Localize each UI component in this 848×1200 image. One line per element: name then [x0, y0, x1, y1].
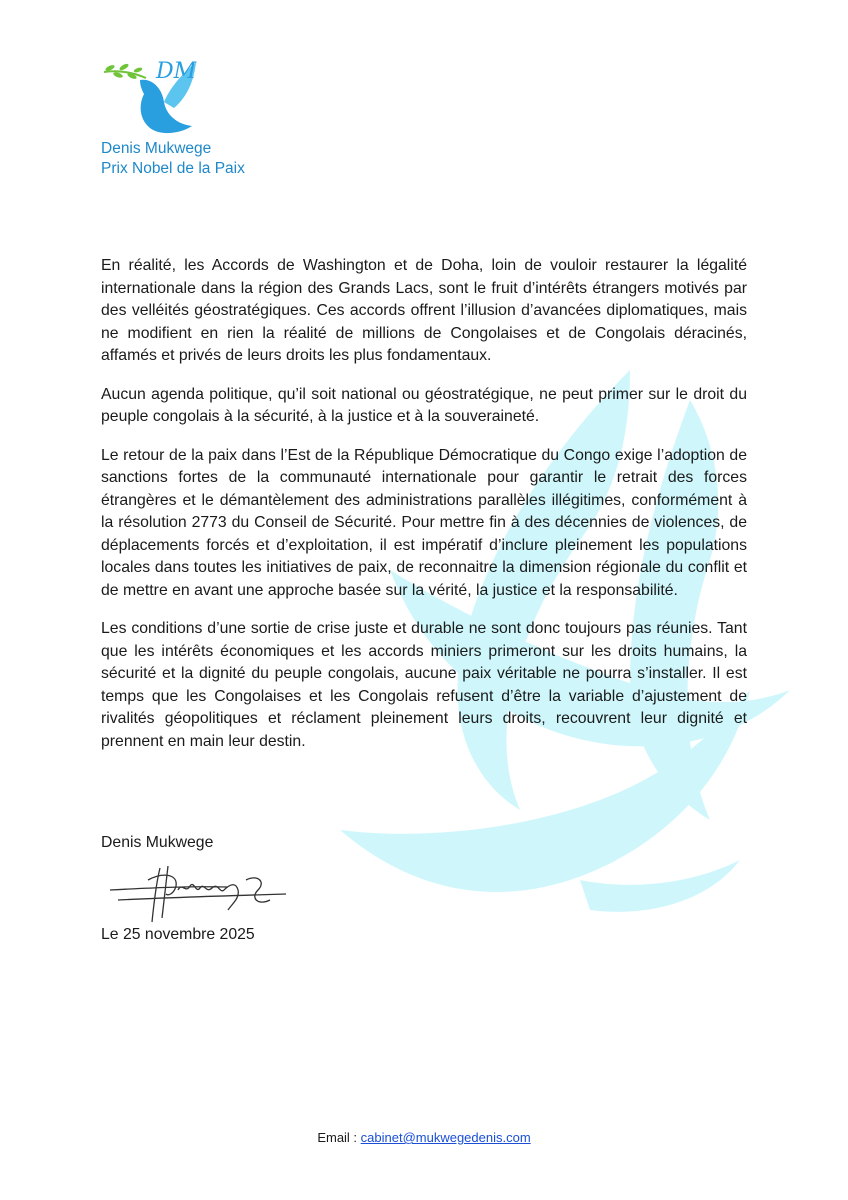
paragraph: Aucun agenda politique, qu’il soit national ou géostratégique, ne peut primer sur le droit du peuple congolais à la sécurité, à la justice et à la souveraineté. — [101, 385, 747, 425]
date-line: Le 25 novembre 2025 — [101, 926, 255, 943]
paragraph: Le retour de la paix dans l’Est de la République Démocratique du Congo exige l’adoption de sanctions fortes de la communauté internationale pour garantir le retrait des forces étrangères et le démantèlement des administrations parallèles illégitimes, conformément à la résolution 2773 du Conseil de Sécurité. Pour mettre fin à des décennies de violences, de déplacements forcés et d’exploitation, il est impératif d’inclure pleinement les populations locales dans toutes les initiatives de paix, de reconnaitre la dimension régionale du conflit et de mettre en avant une approche basée sur la vérité, la justice et la responsabilité. — [101, 446, 747, 599]
signature — [108, 860, 298, 932]
sender-title: Prix Nobel de la Paix — [101, 160, 245, 177]
paragraph: Les conditions d’une sortie de crise juste et durable ne sont donc toujours pas réunies. Tant que les intérêts économiques et les accords miniers primeront sur les droits humains, la sécurité et la dignité du peuple congolais, aucune paix véritable ne pourra s’installer. Il est temps que les Congolaises et les Congolais refusent d’être la variable d’ajustement de rivalités géopolitiques et réclament pleinement leurs droits, recouvrent leur dignité et prennent en main leur destin. — [101, 620, 747, 750]
dove-logo — [100, 48, 210, 140]
email-label: Email : — [317, 1130, 361, 1145]
footer — [0, 1130, 848, 1145]
closing-name: Denis Mukwege — [101, 834, 214, 851]
email-link[interactable]: cabinet@mukwegedenis.com — [360, 1130, 531, 1145]
paragraph: En réalité, les Accords de Washington et de Doha, loin de vouloir restaurer la légalité internationale dans la région des Grands Lacs, sont le fruit d’intérêts étrangers motivés par des velléités géostratégiques. Ces accords offrent l’illusion d’avancées diplomatiques, mais ne modifient en rien la réalité de millions de Congolaises et de Congolais déracinés, affamés et privés de leurs droits les plus fondamentaux. — [101, 257, 747, 364]
sender-name: Denis Mukwege — [101, 140, 212, 157]
logo-monogram: DM — [156, 59, 197, 84]
letter-body — [101, 255, 747, 769]
